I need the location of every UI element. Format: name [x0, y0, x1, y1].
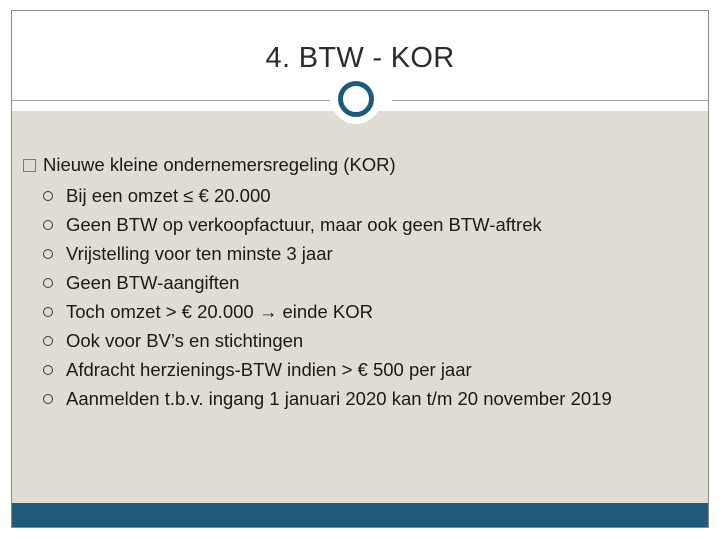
ring-bullet-icon	[43, 220, 53, 230]
list-item	[43, 355, 612, 384]
header-divider-left	[12, 100, 330, 101]
slide-title: 4. BTW - KOR	[265, 42, 455, 74]
slide-footer-bar	[12, 503, 708, 527]
slide	[11, 10, 709, 528]
list-item-text: Geen BTW-aangiften	[66, 271, 240, 293]
square-bullet-icon	[23, 159, 36, 172]
ring-bullet-icon	[43, 278, 53, 288]
list-item	[43, 297, 612, 326]
slide-content	[12, 111, 708, 504]
list-item	[43, 181, 612, 210]
main-bullet	[23, 154, 396, 176]
list-item-text: Bij een omzet ≤ € 20.000	[66, 184, 271, 206]
list-item-text: Aanmelden t.b.v. ingang 1 januari 2020 kan t/m 20 november 2019	[66, 387, 612, 409]
ring-bullet-icon	[43, 365, 53, 375]
ring-bullet-icon	[43, 191, 53, 201]
ring-bullet-icon	[43, 336, 53, 346]
main-bullet-text: Nieuwe kleine ondernemersregeling (KOR)	[43, 154, 396, 175]
list-item-text: Toch omzet > € 20.000 → einde KOR	[66, 300, 373, 322]
sub-bullet-list	[43, 181, 612, 413]
ring-bullet-icon	[43, 249, 53, 259]
ring-bullet-icon	[43, 394, 53, 404]
list-item	[43, 239, 612, 268]
list-item	[43, 384, 612, 413]
circle-ornament-icon	[338, 81, 374, 117]
list-item-text: Afdracht herzienings-BTW indien > € 500 per jaar	[66, 358, 472, 380]
list-item	[43, 210, 612, 239]
list-item-text: Geen BTW op verkoopfactuur, maar ook geen BTW-aftrek	[66, 213, 542, 235]
list-item-text: Vrijstelling voor ten minste 3 jaar	[66, 242, 333, 264]
header-divider-right	[392, 100, 708, 101]
list-item	[43, 326, 612, 355]
list-item-text: Ook voor BV’s en stichtingen	[66, 329, 304, 351]
ring-bullet-icon	[43, 307, 53, 317]
list-item	[43, 268, 612, 297]
